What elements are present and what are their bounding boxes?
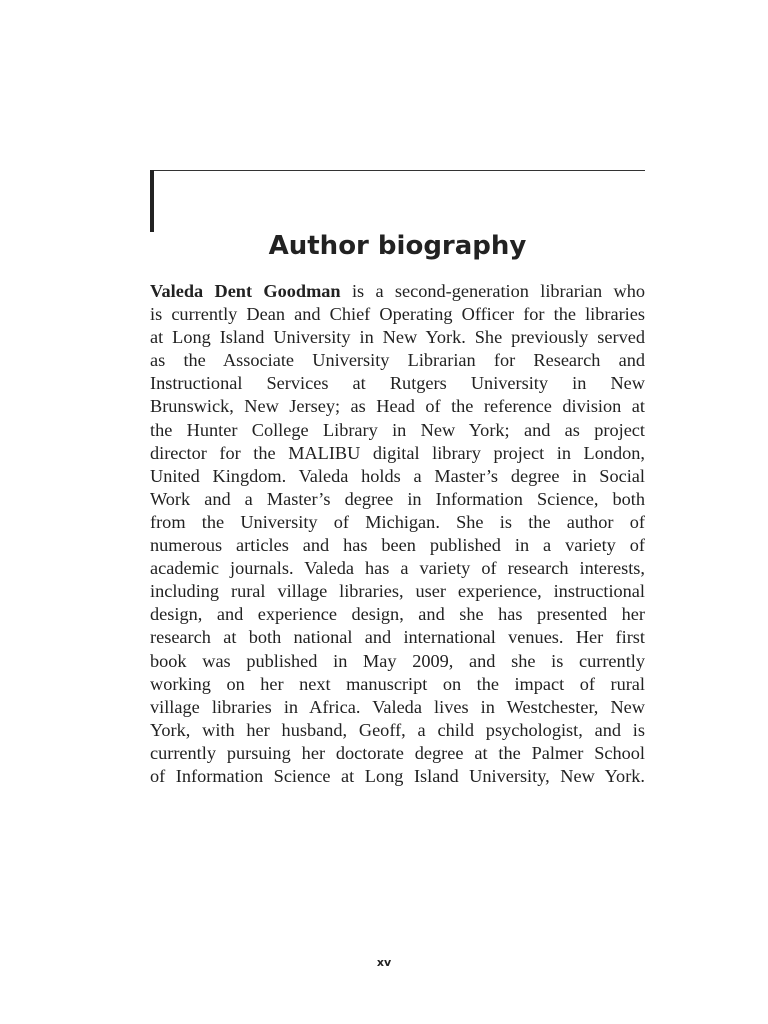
bio-line: is currently Dean and Chief Operating Officer for the libraries <box>150 304 645 325</box>
bio-line: village libraries in Africa. Valeda lives in Westchester, New <box>150 696 645 717</box>
bio-line: academic journals. Valeda has a variety of research interests, <box>150 558 645 579</box>
bio-line: at Long Island University in New York. She previously served <box>150 327 645 348</box>
bio-first-line-rest: is a second-generation librarian who <box>340 281 645 301</box>
bio-line: including rural village libraries, user experience, instructional <box>150 581 645 602</box>
bio-line: from the University of Michigan. She is the author of <box>150 511 645 532</box>
header-accent-bar <box>150 170 154 232</box>
bio-line: of Information Science at Long Island University, New York. <box>150 765 645 786</box>
bio-line: director for the MALIBU digital library project in London, <box>150 442 645 463</box>
bio-line: currently pursuing her doctorate degree at the Palmer School <box>150 742 645 763</box>
bio-line: Instructional Services at Rutgers University in New <box>150 373 645 394</box>
bio-line: Work and a Master’s degree in Information Science, both <box>150 488 645 509</box>
bio-line <box>150 280 645 303</box>
bio-line: numerous articles and has been published in a variety of <box>150 535 645 556</box>
page-title: Author biography <box>268 231 527 261</box>
bio-line: Brunswick, New Jersey; as Head of the reference division at <box>150 396 645 417</box>
bio-line: working on her next manuscript on the impact of rural <box>150 673 645 694</box>
bio-line: as the Associate University Librarian for Research and <box>150 350 645 371</box>
author-name: Valeda Dent Goodman <box>150 281 341 301</box>
bio-line: book was published in May 2009, and she is currently <box>150 650 645 671</box>
bio-line: research at both national and international venues. Her first <box>150 627 645 648</box>
bio-line: United Kingdom. Valeda holds a Master’s degree in Social <box>150 465 645 486</box>
bio-line: design, and experience design, and she has presented her <box>150 604 645 625</box>
page-number: xv <box>376 956 392 969</box>
bio-line: York, with her husband, Geoff, a child psychologist, and is <box>150 719 645 740</box>
biography-text <box>150 280 645 788</box>
bio-line: the Hunter College Library in New York; and as project <box>150 419 645 440</box>
header-rule <box>150 170 645 171</box>
